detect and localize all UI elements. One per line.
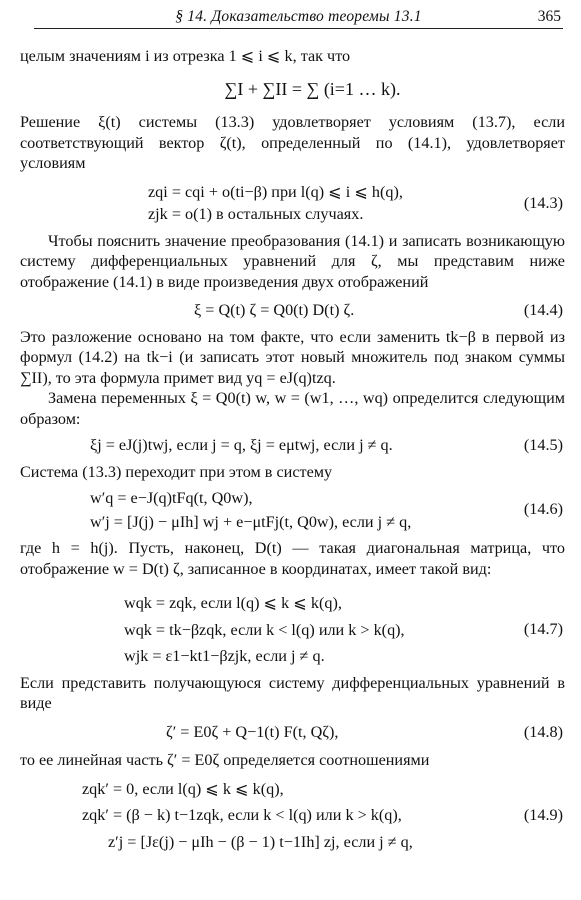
equation-14-8 xyxy=(20,722,565,743)
equation-number: (14.6) xyxy=(523,500,563,518)
equation-line: zjk = o(1) в остальных случаях. xyxy=(148,205,364,223)
equation-14-6 xyxy=(20,488,565,532)
text-body xyxy=(20,44,565,852)
equation-line: ξ = Q(t) ζ = Q0(t) D(t) ζ. xyxy=(194,301,355,319)
paragraph: Это разложение основано на том факте, что если заменить tk−β в первой из формул (14.2) на tk−i (и записать этот новый множитель под знаком суммы ∑II), то эта формула примет вид yq = eJ(q)tzq. xyxy=(20,327,565,387)
equation-line: wjk = ε1−kt1−βzjk, если j ≠ q. xyxy=(124,647,325,665)
equation-14-3 xyxy=(148,182,565,225)
equation-text: ∑I + ∑II = ∑ (i=1 … k). xyxy=(224,78,401,99)
equation-line: w′j = [J(j) − μIh] wj + e−μtFj(t, Q0w), если j ≠ q, xyxy=(90,512,412,531)
paragraph: Замена переменных ξ = Q0(t) w, w = (w1, …, wq) определится следующим образом: xyxy=(20,389,565,428)
equation-line: wqk = tk−βzqk, если k < l(q) или k > k(q), xyxy=(124,620,405,639)
equation-sum xyxy=(60,79,565,101)
equation-14-7 xyxy=(20,593,565,667)
paragraph: где h = h(j). Пусть, наконец, D(t) — такая диагональная матрица, что отображение w = D(t) ζ, записанное в координатах, имеет такой вид: xyxy=(20,539,565,578)
equation-line: wqk = zqk, если l(q) ⩽ k ⩽ k(q), xyxy=(124,594,342,612)
equation-line: zqi = cqi + o(ti−β) при l(q) ⩽ i ⩽ h(q), xyxy=(148,182,403,201)
equation-14-4 xyxy=(20,300,565,321)
equation-14-9 xyxy=(20,779,565,853)
paragraph: то ее линейная часть ζ′ = E0ζ определяется соотношениями xyxy=(20,751,430,769)
equation-line: w′q = e−J(q)tFq(t, Q0w), xyxy=(90,489,253,507)
paragraph: Если представить получающуюся систему дифференциальных уравнений в виде xyxy=(20,673,565,712)
paragraph: Система (13.3) переходит при этом в систему xyxy=(20,462,333,481)
equation-line: zqk′ = 0, если l(q) ⩽ k ⩽ k(q), xyxy=(82,779,284,798)
paragraph: Чтобы пояснить значение преобразования (14.1) и записать возникающую систему дифференциальных уравнений для ζ, мы представим ниже отображение (14.1) в виде произведения двух отображений xyxy=(20,231,565,291)
equation-number: (14.9) xyxy=(523,805,563,824)
equation-line: zqk′ = (β − k) t−1zqk, если k < l(q) или k > k(q), xyxy=(82,806,402,824)
equation-14-5 xyxy=(20,435,565,456)
section-title: § 14. Доказательство теоремы 13.1 xyxy=(175,8,422,25)
running-header xyxy=(34,6,563,29)
paragraph-line: целым значениям i из отрезка 1 ⩽ i ⩽ k, так что xyxy=(20,47,351,65)
equation-line: ζ′ = E0ζ + Q−1(t) F(t, Qζ), xyxy=(166,722,339,741)
equation-number: (14.8) xyxy=(523,722,563,741)
equation-line: ξj = eJ(j)twj, если j = q, ξj = eμtwj, если j ≠ q. xyxy=(90,436,393,454)
equation-number: (14.5) xyxy=(523,436,563,454)
equation-line: z′j = [Jε(j) − μIh − (β − 1) t−1Ih] zj, если j ≠ q, xyxy=(108,832,413,851)
equation-number: (14.3) xyxy=(523,193,563,212)
paragraph: Решение ξ(t) системы (13.3) удовлетворяет условиям (13.7), если соответствующий вектор ζ(t), определенный по (14.1), удовлетворяет условиям xyxy=(20,113,565,172)
equation-number: (14.4) xyxy=(523,301,563,319)
page-number: 365 xyxy=(537,8,561,25)
equation-number: (14.7) xyxy=(523,620,563,638)
